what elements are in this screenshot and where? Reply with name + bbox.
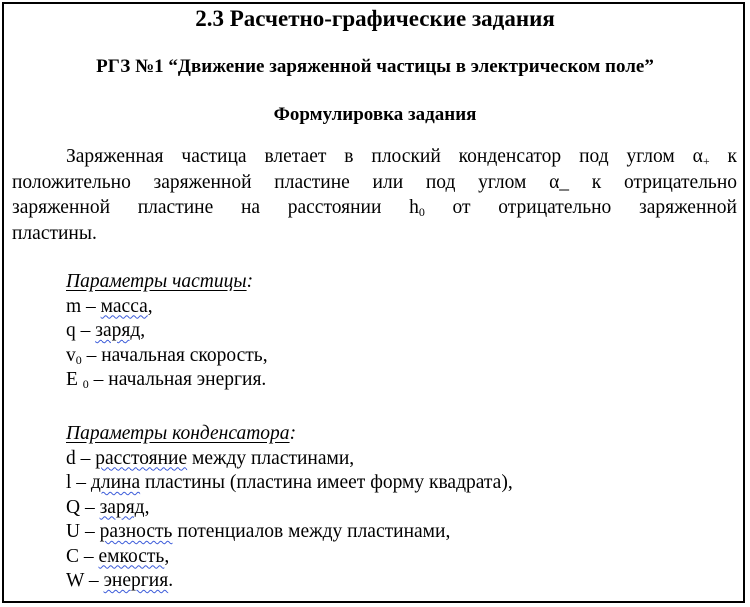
item-rest: , (164, 545, 170, 567)
paragraph-text: положительно заряженной пластине или под углом (12, 171, 550, 193)
h-subscript: 0 (418, 205, 425, 219)
particle-header-line (66, 270, 268, 295)
particle-parameters (66, 270, 268, 393)
assignment-title: РГЗ №1 “Движение заряженной частицы в электрическом поле” (96, 56, 654, 77)
plus-subscript: + (702, 154, 710, 168)
item-symbol: m – (66, 295, 101, 317)
item-rest: , (147, 295, 153, 317)
item-rest: , (144, 496, 150, 518)
list-item (66, 447, 513, 472)
item-word: заряд (95, 320, 141, 341)
list-item (66, 295, 268, 320)
paragraph-text: Заряженная частица влетает в плоский конденсатор под углом (66, 146, 693, 167)
paragraph-text: от отрицательно заряженной (424, 197, 737, 218)
item-rest: – начальная энергия. (88, 369, 267, 390)
alpha-symbol: α (692, 146, 703, 167)
list-item (66, 520, 513, 545)
list-item (66, 344, 268, 369)
item-rest: между пластинами, (187, 447, 355, 469)
item-symbol: d – (66, 447, 96, 469)
item-word: масса (100, 295, 148, 317)
item-symbol: E (66, 369, 83, 390)
item-rest: потенциалов между пластинами, (172, 521, 451, 542)
item-rest: пластины (пластина имеет форму квадрата), (140, 472, 513, 493)
item-rest: . (168, 570, 174, 591)
paragraph-text: к отрицательно (569, 171, 738, 193)
item-rest: , (140, 320, 146, 341)
particle-header: Параметры частицы (66, 271, 247, 292)
paragraph-line-4: пластины. (12, 222, 97, 244)
capacitor-header-line (66, 422, 513, 447)
list-item (66, 569, 513, 594)
item-symbol: U – (66, 521, 100, 542)
item-word: разность (99, 521, 173, 542)
paragraph-line-3 (12, 195, 737, 221)
list-item (66, 319, 268, 344)
item-word: энергия (103, 570, 169, 591)
paragraph-text: к (709, 146, 737, 167)
list-item (66, 368, 268, 393)
paragraph-line-1 (12, 144, 737, 170)
item-word: емкость (98, 545, 165, 567)
header-colon: : (289, 423, 297, 444)
problem-paragraph (12, 144, 737, 246)
paragraph-line-2 (12, 170, 737, 196)
item-symbol: q – (66, 320, 96, 341)
section-title: 2.3 Расчетно-графические задания (195, 6, 555, 31)
paragraph-text: заряженной пластине на расстоянии h (12, 197, 419, 218)
alpha-minus-symbol: α_ (549, 171, 570, 193)
item-word: заряд (99, 496, 145, 518)
item-symbol: W – (66, 570, 104, 591)
item-rest: – начальная скорость, (81, 344, 268, 366)
header-colon: : (246, 271, 254, 292)
item-symbol: C – (66, 545, 99, 567)
item-subscript: 0 (82, 377, 89, 391)
item-symbol: l – (66, 472, 91, 493)
item-word: длина (90, 472, 141, 493)
formulation-heading: Формулировка задания (273, 104, 477, 125)
item-subscript: 0 (75, 352, 82, 367)
list-item (66, 496, 513, 521)
capacitor-header: Параметры конденсатора (66, 423, 290, 444)
capacitor-parameters (66, 422, 513, 594)
list-item (66, 471, 513, 496)
item-word: расстояние (95, 447, 188, 469)
item-symbol: v (66, 344, 76, 366)
item-symbol: Q – (66, 496, 100, 518)
list-item (66, 545, 513, 570)
